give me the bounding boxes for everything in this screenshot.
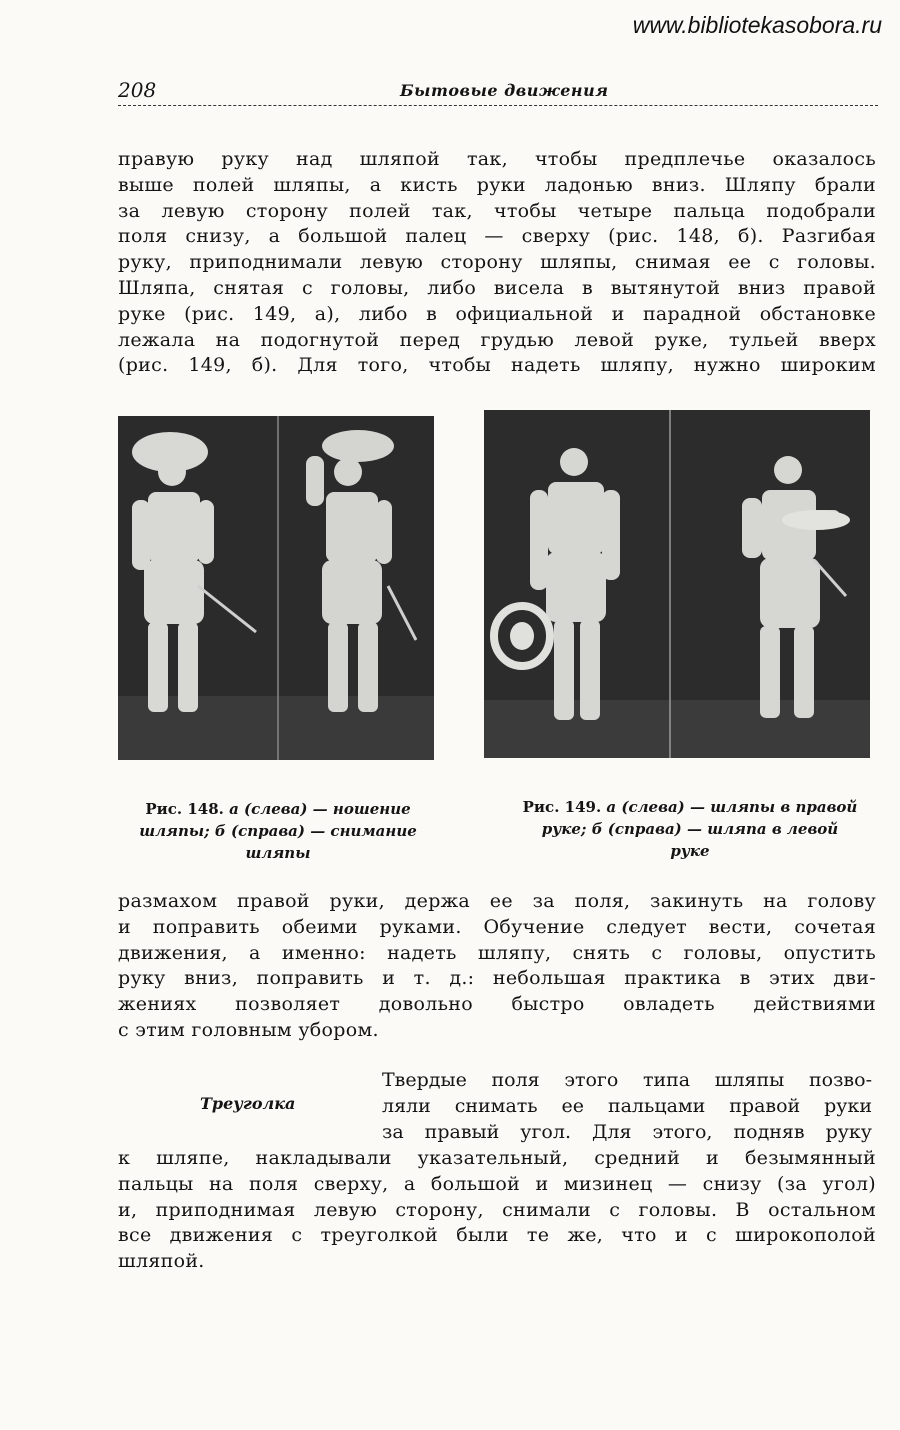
text-line: ляли снимать ее пальцами правой руки: [382, 1094, 872, 1117]
text-line: к шляпе, накладывали указательный, средний и безымянный: [118, 1147, 876, 1169]
caption-lead: Рис. 149.: [522, 798, 602, 816]
text-line: лежала на подогнутой перед грудью левой руке, тульей вверх: [118, 328, 876, 351]
paragraph-indented: [382, 1068, 872, 1145]
text-line: (рис. 149, б). Для того, чтобы надеть шляпу, нужно широким: [118, 354, 876, 377]
text-line: за правый угол. Для этого, подняв руку: [382, 1120, 872, 1143]
text-line: за левую сторону полей так, чтобы четыре пальца подобрали: [118, 199, 876, 222]
caption-line: шляпы: [245, 844, 311, 862]
text-line: жениях позволяет довольно быстро овладеть действиями: [118, 993, 876, 1016]
text-line: все движения с треуголкой были те же, что и с широкополой: [118, 1224, 876, 1247]
site-watermark: www.bibliotekasobora.ru: [632, 12, 882, 38]
caption-lead: Рис. 148.: [145, 800, 224, 818]
caption-line: а (слева) — шляпы в правой: [606, 798, 858, 816]
section-side-heading: Треуголка: [200, 1094, 296, 1113]
running-title: Бытовые движения: [400, 81, 609, 100]
text-line: с этим головным убором.: [118, 1018, 379, 1041]
caption-line: руке; б (справа) — шляпа в левой: [541, 820, 839, 838]
text-line: и поправить обеими руками. Обучение следует вести, сочетая: [118, 915, 876, 938]
figure-148-photo: [118, 416, 434, 760]
text-line: руку, приподнимали левую сторону шляпы, снимая ее с головы.: [118, 251, 876, 274]
paragraph-middle: [118, 889, 876, 1044]
text-line: шляпой.: [118, 1250, 205, 1273]
caption-line: шляпы; б (справа) — снимание: [139, 822, 417, 840]
paragraph-bottom: [118, 1146, 876, 1275]
figure-149-photo: [484, 410, 870, 758]
text-line: Твердые поля этого типа шляпы позво-: [382, 1069, 872, 1091]
header-rule: [118, 105, 878, 106]
text-line: правую руку над шляпой так, чтобы предплечье оказалось: [118, 148, 876, 170]
caption-line: а (слева) — ношение: [229, 800, 411, 818]
paragraph-top: [118, 147, 876, 379]
text-line: и, приподнимая левую сторону, снимали с головы. В остальном: [118, 1198, 876, 1221]
text-line: руке (рис. 149, а), либо в официальной и парадной обстановке: [118, 302, 876, 325]
page-header: [118, 78, 878, 104]
text-line: пальцы на поля сверху, а большой и мизинец — снизу (за угол): [118, 1172, 876, 1195]
text-line: размахом правой руки, держа ее за поля, закинуть на голову: [118, 890, 876, 912]
figure-149-caption: [500, 796, 880, 862]
figure-148-caption: [118, 798, 438, 864]
text-line: движения, а именно: надеть шляпу, снять с головы, опустить: [118, 941, 876, 964]
text-line: выше полей шляпы, а кисть руки ладонью вниз. Шляпу брали: [118, 173, 876, 196]
text-line: поля снизу, а большой палец — сверху (рис. 148, б). Разгибая: [118, 225, 876, 248]
caption-line: руке: [670, 842, 710, 860]
text-line: Шляпа, снятая с головы, либо висела в вытянутой вниз правой: [118, 276, 876, 299]
text-line: руку вниз, поправить и т. д.: небольшая практика в этих дви-: [118, 967, 876, 990]
page-number: 208: [118, 78, 157, 102]
